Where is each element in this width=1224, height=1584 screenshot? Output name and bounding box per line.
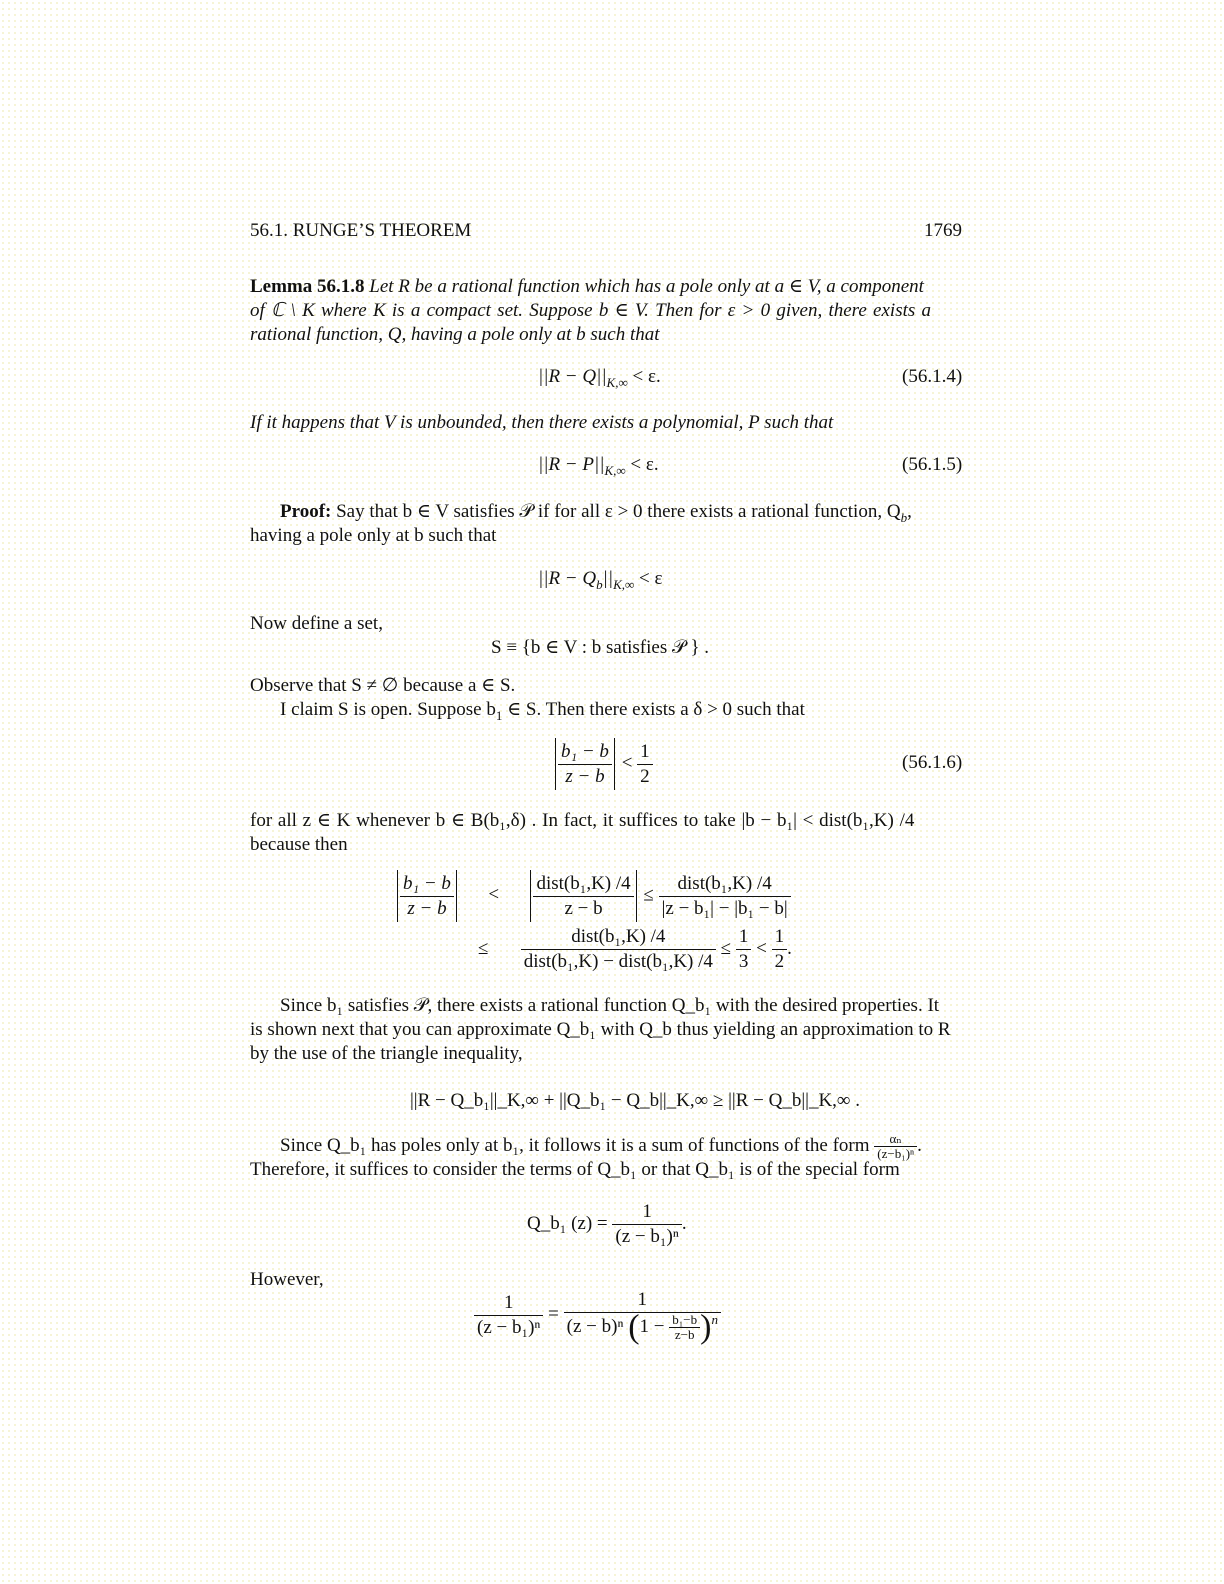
proof-line-2: having a pole only at b such that xyxy=(250,525,497,546)
equation-qb1-special-form: Q_b₁ (z) = $\frac{1}{\text{(z − b₁)ⁿ}}$ . xyxy=(527,1201,687,1247)
para2-line-1: Since b₁ satisfies 𝒫, there exists a rational function Q_b₁ with the desired properties. It xyxy=(280,995,940,1016)
lemma-label: Lemma 56.1.8 xyxy=(250,276,365,297)
proof-line-1: Proof: Say that b ∈ V satisfies 𝒫 if for all ε > 0 there exists a rational function, $Q_b$, xyxy=(280,501,912,525)
equation-number: (56.1.6) xyxy=(902,752,963,773)
proof-line-4: Observe that S ≠ ∅ because a ∈ S. xyxy=(250,675,516,696)
proof-line-7: because then xyxy=(250,834,348,855)
lemma-line-2: of ℂ \ K where K is a compact set. Suppose b ∈ V. Then for ε > 0 given, there exists a xyxy=(250,300,932,321)
aligned-inequality-row-2: ≤ $\frac{\text{dist(b₁,K) /4}}{\text{dist(b₁,K) − dist(b₁,K) /4}}$ ≤ $\frac{1}{3}$ < $\frac{1}{2}$ . xyxy=(478,926,792,972)
proof-line-6: for all z ∈ K whenever b ∈ B(b₁,δ) . In fact, it suffices to take |b − b₁| < dist(b₁,K) /4 xyxy=(250,810,915,831)
proof-label: Proof: xyxy=(280,501,332,522)
equation-56-1-4: $||R - Q||_{K,\infty} < \varepsilon$. xyxy=(538,366,661,390)
lemma-line-1 xyxy=(250,275,962,299)
equation-number: (56.1.5) xyxy=(902,454,963,475)
equation-expansion: $\frac{1}{\text{(z − b₁)ⁿ}}$ = 1 (z − b)ⁿ (1 − $\frac{\text{b₁−b}}{z-b}$ )$^n$ xyxy=(474,1288,721,1342)
aligned-inequality-row-1: $\frac{\text{b₁ − b}}{z - b}$ < $\frac{\text{dist(b₁,K) /4}}{z - b}$ ≤ $\frac{\text{dist(b₁,K) /4}}{\text{|z − b₁| − |b₁ − b|}}$ xyxy=(395,870,791,922)
equation-triangle-inequality: ||R − Q_b₁||_K,∞ + ||Q_b₁ − Q_b||_K,∞ ≥ ||R − Q_b||_K,∞ . xyxy=(410,1090,860,1111)
page-number: 1769 xyxy=(924,220,962,241)
lemma-line-3: rational function, Q, having a pole only at b such that xyxy=(250,324,660,345)
proof-line-8: However, xyxy=(250,1269,324,1290)
lemma-line-4: If it happens that V is unbounded, then there exists a polynomial, P such that xyxy=(250,412,834,433)
para3-line-2: Therefore, it suffices to consider the terms of Q_b₁ or that Q_b₁ is of the special form xyxy=(250,1159,900,1180)
equation-approx-qb: $||R - Q_b||_{K,\infty} < \varepsilon$ xyxy=(538,568,663,592)
equation-56-1-5: $||R - P||_{K,\infty} < \varepsilon$. xyxy=(538,454,659,478)
para3-line-1: Since Q_b₁ has poles only at b₁, it follows it is a sum of functions of the form $\frac{\text{αₙ}}{\text{(z−b₁)ⁿ}}$ . xyxy=(280,1131,922,1161)
equation-number: (56.1.4) xyxy=(902,366,963,387)
equation-set-s: S ≡ {b ∈ V : b satisfies 𝒫 } . xyxy=(491,637,710,658)
section-title: 56.1. RUNGE’S THEOREM xyxy=(250,220,472,241)
lemma-text: Let R be a rational function which has a pole only at a ∈ V, a component xyxy=(369,276,924,297)
proof-line-5: I claim S is open. Suppose $b_1$ ∈ S. Then there exists a δ > 0 such that xyxy=(280,699,805,723)
proof-line-3: Now define a set, xyxy=(250,613,383,634)
para2-line-3: by the use of the triangle inequality, xyxy=(250,1043,523,1064)
running-header xyxy=(250,219,962,243)
equation-56-1-6: $\frac{\text{b₁ − b}}{z - b}$ < $\frac{1}{2}$ xyxy=(553,738,653,790)
para2-line-2: is shown next that you can approximate Q_b₁ with Q_b thus yielding an approximation to R xyxy=(250,1019,951,1040)
